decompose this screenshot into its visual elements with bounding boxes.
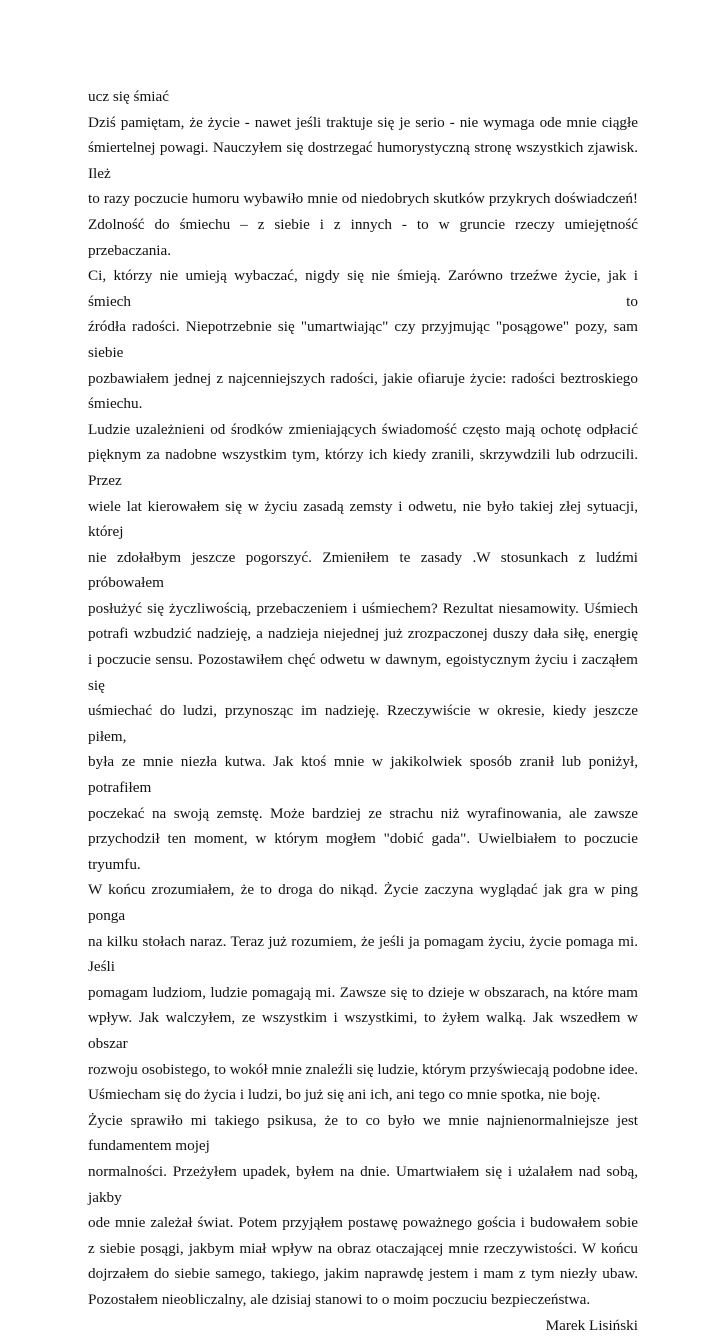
text-line: potrafi wzbudzić nadzieję, a nadzieja niejednej już zrozpaczonej duszy dała siłę, energię: [88, 621, 638, 647]
paragraph-4: [88, 1159, 638, 1313]
text-line: Życie sprawiło mi takiego psikusa, że to co było we mnie najnienormalniejsze jest: [88, 1108, 638, 1134]
text-line: Ci, którzy nie umieją wybaczać, nigdy się nie śmieją. Zarówno trzeźwe życie, jak i śmiech to: [88, 263, 638, 314]
text-line: to razy poczucie humoru wybawiło mnie od niedobrych skutków przykrych doświadczeń!: [88, 186, 638, 212]
text-line: nie zdołałbym jeszcze pogorszyć. Zmieniłem te zasady .W stosunkach z ludźmi próbowałem: [88, 545, 638, 596]
text-line: wpływ. Jak walczyłem, ze wszystkim i wszystkimi, to żyłem walką. Jak wszedłem w obszar: [88, 1005, 638, 1056]
paragraph-2: [88, 417, 638, 1108]
paragraph-1: [88, 110, 638, 417]
text-line: fundamentem mojej: [88, 1133, 638, 1159]
text-line: była ze mnie niezła kutwa. Jak ktoś mnie w jakikolwiek sposób zranił lub poniżył, potrafiłem: [88, 749, 638, 800]
document-page: [88, 84, 638, 1338]
text-line: posłużyć się życzliwością, przebaczeniem i uśmiechem? Rezultat niesamowity. Uśmiech: [88, 596, 638, 622]
text-line: normalności. Przeżyłem upadek, byłem na dnie. Umartwiałem się i użalałem nad sobą, jakby: [88, 1159, 638, 1210]
text-line: Pozostałem nieobliczalny, ale dzisiaj stanowi to o moim poczuciu bezpieczeństwa.: [88, 1287, 638, 1313]
text-line: śmiechu.: [88, 391, 638, 417]
text-line: źródła radości. Niepotrzebnie się "umartwiając" czy przyjmując "posągowe" pozy, sam siebie: [88, 314, 638, 365]
text-line: przychodził ten moment, w którym mogłem "dobić gada". Uwielbiałem to poczucie tryumfu.: [88, 826, 638, 877]
text-line: uśmiechać do ludzi, przynosząc im nadzieję. Rzeczywiście w okresie, kiedy jeszcze piłem,: [88, 698, 638, 749]
text-line: na kilku stołach naraz. Teraz już rozumiem, że jeśli ja pomagam życiu, życie pomaga mi. Jeśli: [88, 929, 638, 980]
text-line: Uśmiecham się do życia i ludzi, bo już się ani ich, ani tego co mnie spotka, nie boję.: [88, 1082, 638, 1108]
text-line: pomagam ludziom, ludzie pomagają mi. Zawsze się to dzieje w obszarach, na które mam: [88, 980, 638, 1006]
text-line: dojrzałem do siebie samego, takiego, jakim naprawdę jestem i mam z tym niezły ubaw.: [88, 1261, 638, 1287]
text-line: W końcu zrozumiałem, że to droga do nikąd. Życie zaczyna wyglądać jak gra w ping ponga: [88, 877, 638, 928]
text-line: pięknym za nadobne wszystkim tym, którzy ich kiedy zranili, skrzywdzili lub odrzucili. Przez: [88, 442, 638, 493]
text-line: i poczucie sensu. Pozostawiłem chęć odwetu w dawnym, egoistycznym życiu i zacząłem się: [88, 647, 638, 698]
author-signature: Marek Lisiński: [88, 1313, 638, 1338]
text-line: pozbawiałem jednej z najcenniejszych radości, jakie ofiaruje życie: radości beztroskiego: [88, 366, 638, 392]
text-line: rozwoju osobistego, to wokół mnie znaleźli się ludzie, którym przyświecają podobne idee.: [88, 1057, 638, 1083]
text-line: z siebie posągi, jakbym miał wpływ na obraz otaczającej mnie rzeczywistości. W końcu: [88, 1236, 638, 1262]
document-title: ucz się śmiać: [88, 84, 638, 110]
text-line: śmiertelnej powagi. Nauczyłem się dostrzegać humorystyczną stronę wszystkich zjawisk. Ileż: [88, 135, 638, 186]
text-line: Ludzie uzależnieni od środków zmieniających świadomość często mają ochotę odpłacić: [88, 417, 638, 443]
text-line: ode mnie zależał świat. Potem przyjąłem postawę poważnego gościa i budowałem sobie: [88, 1210, 638, 1236]
text-line: wiele lat kierowałem się w życiu zasadą zemsty i odwetu, nie było takiej złej sytuacji, której: [88, 494, 638, 545]
text-line: Zdolność do śmiechu – z siebie i z innych - to w gruncie rzeczy umiejętność przebaczania.: [88, 212, 638, 263]
text-line: Dziś pamiętam, że życie - nawet jeśli traktuje się je serio - nie wymaga ode mnie ciągłe: [88, 110, 638, 136]
paragraph-3: [88, 1108, 638, 1159]
text-line: poczekać na swoją zemstę. Może bardziej ze strachu niż wyrafinowania, ale zawsze: [88, 801, 638, 827]
